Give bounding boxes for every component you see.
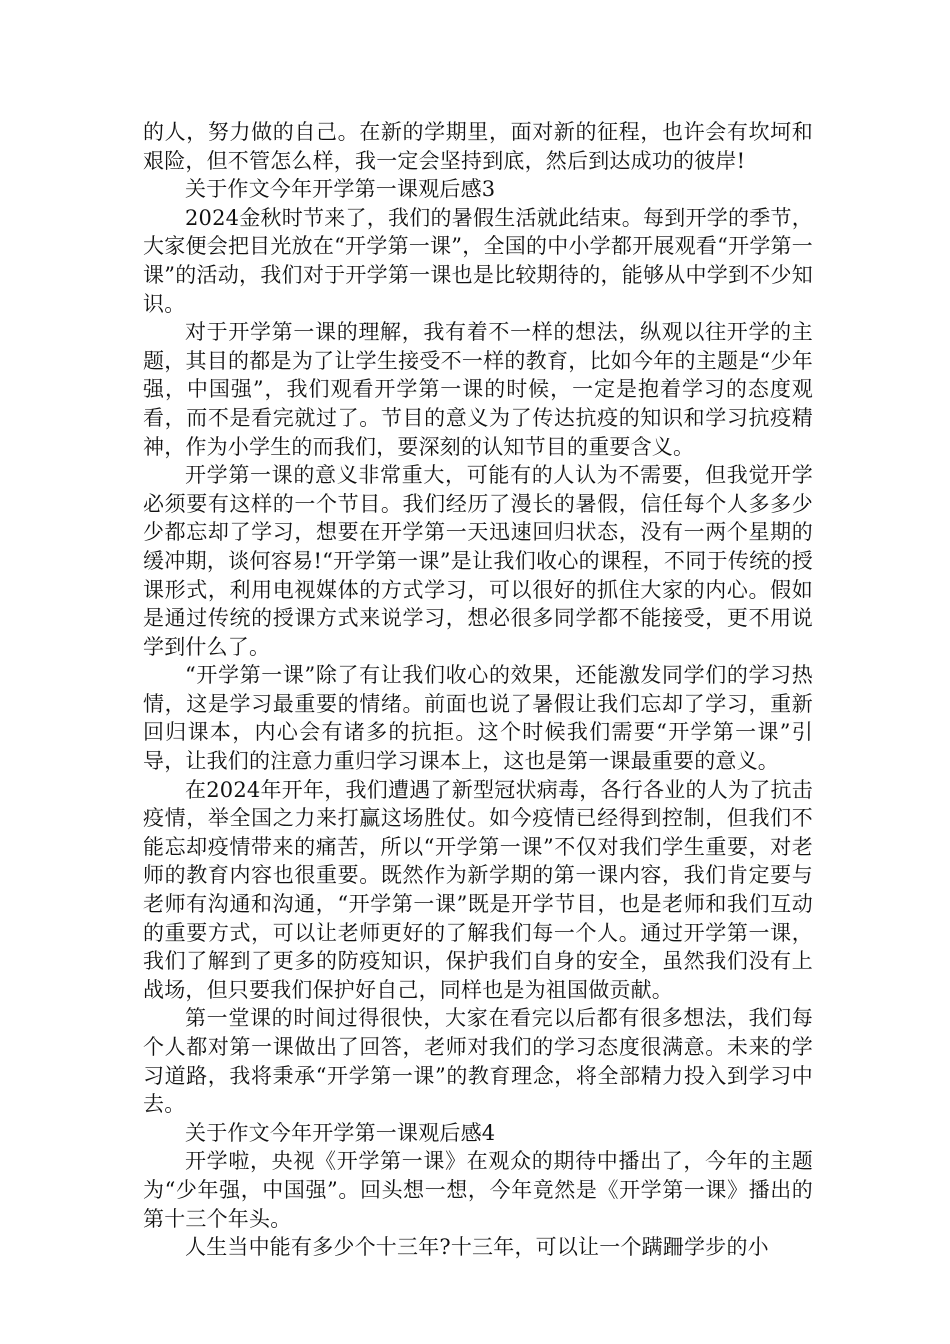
paragraph: 第一堂课的时间过得很快，大家在看完以后都有很多想法，我们每个人都对第一课做出了回答，老师对我们的学习态度很满意。未来的学习道路，我将秉承“开学第一课”的教育理念，将全部精力投入到学习中去。 (143, 1006, 813, 1117)
paragraph: 人生当中能有多少个十三年?十三年，可以让一个蹒跚学步的小 (185, 1235, 769, 1260)
paragraph-continuation: 的人，努力做的自己。在新的学期里，面对新的征程，也许会有坎坷和艰险，但不管怎么样，我一定会坚持到底，然后到达成功的彼岸! (143, 120, 813, 173)
paragraph: 开学啦，央视《开学第一课》在观众的期待中播出了，今年的主题为“少年强，中国强”。回头想一想，今年竟然是《开学第一课》播出的第十三个年头。 (143, 1149, 813, 1231)
paragraph: “开学第一课”除了有让我们收心的效果，还能激发同学们的学习热情，这是学习最重要的情绪。前面也说了暑假让我们忘却了学习，重新回归课本，内心会有诸多的抗拒。这个时候我们需要“开学第一课”引导，让我们的注意力重归学习课本上，这也是第一课最重要的意义。 (143, 663, 813, 774)
document-body (143, 118, 813, 1262)
paragraph: 开学第一课的意义非常重大，可能有的人认为不需要，但我觉开学必须要有这样的一个节目。我们经历了漫长的暑假，信任每个人多多少少都忘却了学习，想要在开学第一天迅速回归状态，没有一两个星期的缓冲期，谈何容易!“开学第一课”是让我们收心的课程，不同于传统的授课形式，利用电视媒体的方式学习，可以很好的抓住大家的内心。假如是通过传统的授课方式来说学习，想必很多同学都不能接受，更不用说学到什么了。 (143, 463, 813, 659)
section-heading-4: 关于作文今年开学第一课观后感4 (185, 1120, 496, 1145)
paragraph: 在2024年开年，我们遭遇了新型冠状病毒，各行各业的人为了抗击疫情，举全国之力来打赢这场胜仗。如今疫情已经得到控制，但我们不能忘却疫情带来的痛苦，所以“开学第一课”不仅对我们学生重要，对老师的教育内容也很重要。既然作为新学期的第一课内容，我们肯定要与老师有沟通和沟通，“开学第一课”既是开学节目，也是老师和我们互动的重要方式，可以让老师更好的了解我们每一个人。通过开学第一课，我们了解到了更多的防疫知识，保护我们自身的安全，虽然我们没有上战场，但只要我们保护好自己，同样也是为祖国做贡献。 (143, 777, 813, 1002)
paragraph: 2024金秋时节来了，我们的暑假生活就此结束。每到开学的季节，大家便会把目光放在“开学第一课”，全国的中小学都开展观看“开学第一课”的活动，我们对于开学第一课也是比较期待的，能够从中学到不少知识。 (143, 205, 813, 316)
paragraph: 对于开学第一课的理解，我有着不一样的想法，纵观以往开学的主题，其目的都是为了让学生接受不一样的教育，比如今年的主题是“少年强，中国强”，我们观看开学第一课的时候，一定是抱着学习的态度观看，而不是看完就过了。节目的意义为了传达抗疫的知识和学习抗疫精神，作为小学生的而我们，要深刻的认知节目的重要含义。 (143, 320, 813, 459)
section-heading-3: 关于作文今年开学第一课观后感3 (185, 177, 496, 202)
